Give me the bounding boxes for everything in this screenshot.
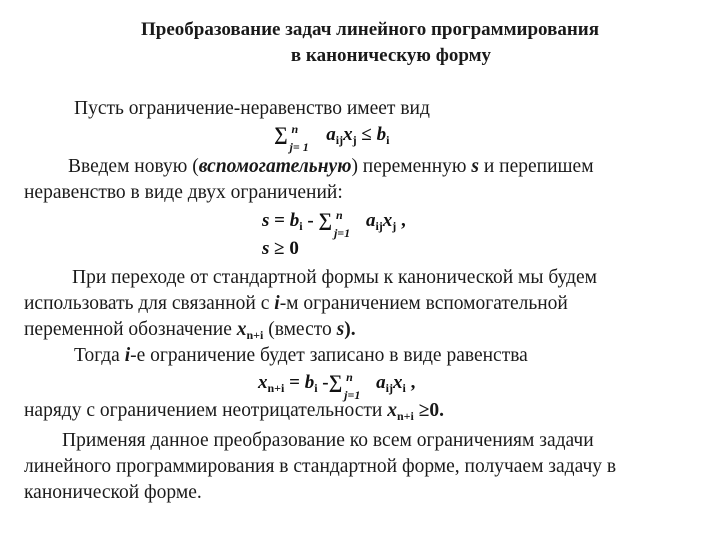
tail: , (405, 372, 416, 393)
text: (вместо (263, 319, 337, 340)
paragraph-transition-line1: При переходе от стандартной формы к канонической мы будем (72, 267, 597, 288)
text: Введем новую ( (68, 156, 199, 177)
var-i: i (274, 293, 280, 314)
sum-lower: j=1 (333, 226, 351, 240)
minus: - (317, 372, 329, 393)
sum-upper: n (346, 370, 353, 384)
text: наряду с ограничением неотрицательности (24, 400, 388, 421)
text: и перепишем (478, 156, 594, 177)
coef-a: a (365, 210, 376, 231)
sum-limits (332, 208, 366, 240)
formula-equality (258, 370, 415, 401)
rhs-b-sub: i (299, 219, 303, 233)
var-x: x (393, 372, 403, 393)
var-i: i (124, 345, 131, 366)
var-s: s (336, 319, 345, 340)
coef-a-sub: ij (335, 133, 344, 147)
relation: ≥ 0 (269, 238, 299, 259)
paragraph-new-variable-cont: неравенство в виде двух ограничений: (24, 182, 343, 203)
var-x: x (236, 319, 247, 340)
minus: - (302, 210, 319, 231)
rhs-b: b (304, 372, 315, 393)
paragraph-conclusion-line1: Применяя данное преобразование ко всем ограничениям задачи (62, 430, 594, 451)
relation: ≤ (356, 124, 377, 145)
formula-inequality (274, 122, 389, 153)
var-x: x (382, 210, 393, 231)
text: использовать для связанной с (24, 293, 275, 314)
var-x-sub: n+i (267, 381, 285, 395)
slide-title-line2: в каноническую форму (290, 45, 492, 66)
sum-symbol: ∑ (328, 372, 343, 393)
text: -е ограничение будет записано в виде равенства (130, 345, 528, 366)
var-x-sub: j (352, 133, 357, 147)
paragraph-new-variable (68, 154, 594, 180)
emphasis: вспомогательную (198, 156, 352, 177)
rhs-b: b (289, 210, 300, 231)
paragraph-conclusion-line3: канонической форме. (24, 482, 202, 503)
sum-symbol: ∑ (318, 210, 332, 231)
text: ≥0. (413, 400, 444, 421)
var-s: s (262, 238, 270, 259)
sum-upper: n (335, 208, 343, 222)
rhs-b-sub: i (314, 381, 318, 395)
var-x-sub: n+i (246, 328, 264, 342)
eq: = (269, 210, 290, 231)
var-x: x (258, 372, 268, 393)
slide-title-line1: Преобразование задач линейного программирования (140, 19, 600, 40)
var-x: x (343, 124, 353, 145)
sum-upper: n (291, 122, 299, 136)
var-x-sub: j (392, 219, 397, 233)
var-s: s (262, 210, 270, 231)
eq: = (284, 372, 305, 393)
rhs-b-sub: i (386, 133, 390, 147)
paragraph-transition-line2 (24, 291, 568, 317)
tail: , (396, 210, 406, 231)
text: Тогда (74, 345, 125, 366)
text: ). (344, 319, 356, 340)
formula-s-nonneg (262, 236, 299, 262)
formula-s-definition (262, 208, 406, 239)
paragraph-equality (74, 343, 528, 369)
sum-lower: j= 1 (289, 140, 309, 154)
sum-symbol: ∑ (274, 124, 288, 145)
paragraph-nonneg (24, 398, 444, 429)
text: переменной обозначение (24, 319, 237, 340)
sum-lower: j=1 (344, 388, 361, 402)
paragraph-conclusion-line2: линейного программирования в стандартной форме, получаем задачу в (24, 456, 617, 477)
var-s: s (471, 156, 479, 177)
coef-a-sub: ij (385, 381, 393, 395)
var-x: x (387, 400, 397, 421)
coef-a-sub: ij (375, 219, 383, 233)
text: ) переменную (351, 156, 472, 177)
rhs-b: b (376, 124, 387, 145)
sum-limits (288, 122, 322, 154)
sum-limits (342, 370, 376, 402)
text: -м ограничением вспомогательной (279, 293, 568, 314)
coef-a: a (376, 372, 386, 393)
paragraph-intro: Пусть ограничение-неравенство имеет вид (74, 98, 430, 119)
var-x-sub: n+i (396, 409, 414, 423)
coef-a: a (326, 124, 336, 145)
var-x-sub: i (402, 381, 406, 395)
